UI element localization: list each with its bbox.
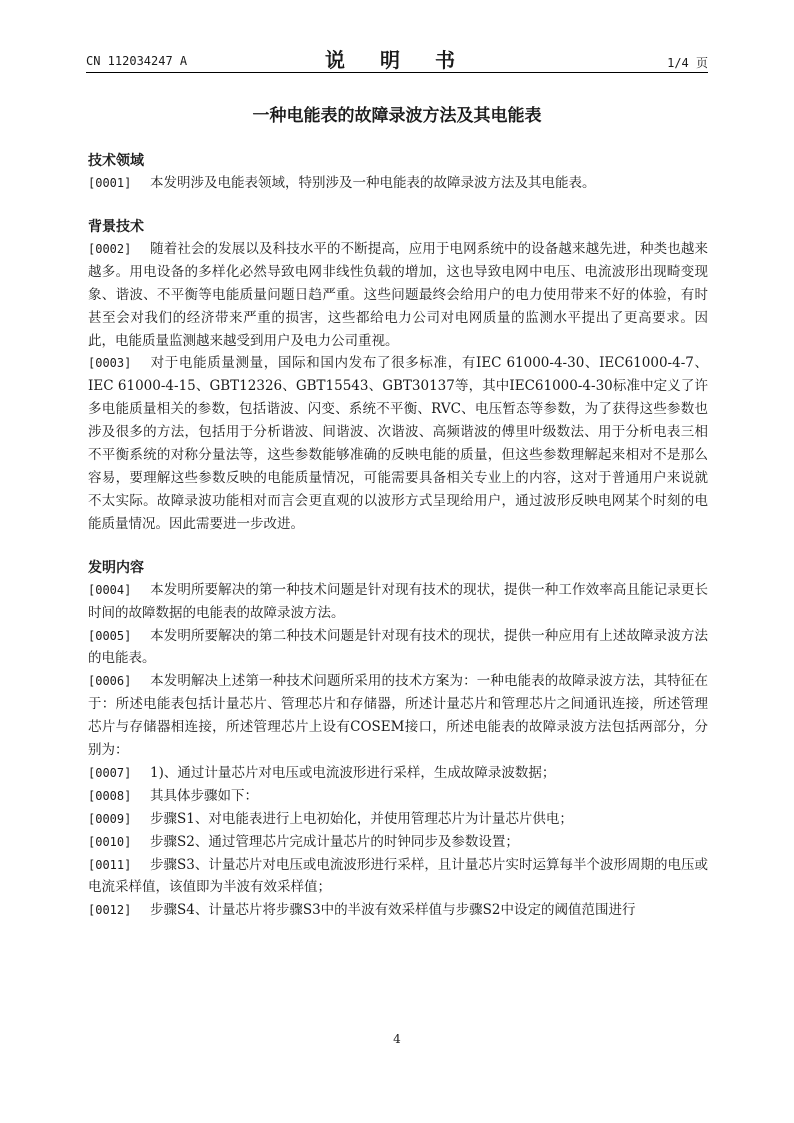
header-rule <box>86 72 708 73</box>
paragraph <box>88 808 708 831</box>
paragraph-text: 本发明涉及电能表领域，特别涉及一种电能表的故障录波方法及其电能表。 <box>150 175 596 191</box>
paragraph-text: 步骤S1、对电能表进行上电初始化，并使用管理芯片为计量芯片供电； <box>150 810 573 827</box>
paragraph-number: [0006] <box>88 674 132 689</box>
section-heading: 背景技术 <box>88 218 144 235</box>
paragraph-text: 本发明所要解决的第二种技术问题是针对现有技术的现状，提供一种应用有上述故障录波方法的电能表。 <box>88 627 708 667</box>
paragraph-text: 本发明所要解决的第一种技术问题是针对现有技术的现状，提供一种工作效率高且能记录更长时间的故障数据的电能表的故障录波方法。 <box>88 581 708 621</box>
paragraph <box>88 831 708 854</box>
paragraph <box>88 625 708 671</box>
paragraph-number: [0008] <box>88 788 132 803</box>
paragraph-number: [0009] <box>88 811 132 826</box>
section-heading: 技术领域 <box>88 153 144 169</box>
paragraph <box>88 762 708 785</box>
paragraph-text: 其具体步骤如下： <box>150 787 258 804</box>
paragraph-number: [0011] <box>88 857 132 872</box>
paragraph-number: [0007] <box>88 765 132 780</box>
paragraph <box>88 579 708 625</box>
paragraph-text: 步骤S4、计量芯片将步骤S3中的半波有效采样值与步骤S2中设定的阈值范围进行 <box>150 902 636 919</box>
paragraph-number: [0003] <box>88 356 132 371</box>
paragraph-text: 对于电能质量测量，国际和国内发布了很多标准，有IEC 61000-4-30、IEC61000-4-7、IEC 61000-4-15、GBT12326、GBT15543、GBT30137等，其中IEC61000-4-30标准中定义了许多电能质量相关的参数，包括谐波、闪变、系统不平衡、RVC、电压暂态等参数，为了获得这些参数也涉及很多的方法，包括用于分析谐波、间谐波、次谐波、高频谐波的傅里叶级数法、用于分析电表三相不平衡系统的对称分量法等，这些参数能够准确的反映电能的质量，但这些参数理解起来相对不是那么容易，要理解这些参数反映的电能质量情况，可能需要具备相关专业上的内容，这对于普通用户来说就不太实际。故障录波功能相对而言会更直观的以波形方式呈现给用户，通过波形反映电网某个时刻的电能质量情况。因此需要进一步改进。 <box>88 355 708 532</box>
paragraph <box>88 899 708 922</box>
paragraph-text: 步骤S2、通过管理芯片完成计量芯片的时钟同步及参数设置； <box>150 833 519 850</box>
paragraph <box>88 854 708 900</box>
header-doc-number: CN 112034247 A <box>86 54 188 68</box>
paragraph <box>88 670 708 762</box>
paragraph <box>88 352 708 535</box>
page-number: 4 <box>393 1032 401 1046</box>
section-heading: 发明内容 <box>88 559 144 576</box>
paragraph-number: [0002] <box>88 241 132 256</box>
paragraph-text: 步骤S3、计量芯片对电压或电流波形进行采样，且计量芯片实时运算每半个波形周期的电压或电流采样值，该值即为半波有效采样值； <box>88 856 708 896</box>
header-section-label: 说 明 书 <box>325 48 469 72</box>
paragraph-text: 随着社会的发展以及科技水平的不断提高，应用于电网系统中的设备越来越先进，种类也越来越多。用电设备的多样化必然导致电网非线性负载的增加，这也导致电网中电压、电流波形出现畸变现象、谐波、不平衡等电能质量问题日趋严重。这些问题最终会给用户的电力使用带来不好的体验，有时甚至会对我们的经济带来严重的损害，这些都给电力公司对电网质量的监测水平提出了更高要求。因此，电能质量监测越来越受到用户及电力公司重视。 <box>88 240 708 349</box>
paragraph-number: [0005] <box>88 628 132 643</box>
header-page-label: 1/4 页 <box>667 56 708 70</box>
paragraph-number: [0001] <box>88 176 132 190</box>
document-body <box>88 150 708 922</box>
paragraph-number: [0010] <box>88 834 132 849</box>
document-title: 一种电能表的故障录波方法及其电能表 <box>252 106 542 126</box>
paragraph <box>88 172 708 195</box>
paragraph-text: 本发明解决上述第一种技术问题所采用的技术方案为：一种电能表的故障录波方法，其特征在于：所述电能表包括计量芯片、管理芯片和存储器，所述计量芯片和管理芯片之间通讯连接，所述管理芯片与存储器相连接，所述管理芯片上设有COSEM接口，所述电能表的故障录波方法包括两部分，分别为： <box>88 673 708 759</box>
paragraph <box>88 785 708 808</box>
paragraph <box>88 238 708 353</box>
paragraph-text: 1)、通过计量芯片对电压或电流波形进行采样，生成故障录波数据； <box>150 764 556 781</box>
paragraph-number: [0012] <box>88 903 132 918</box>
paragraph-number: [0004] <box>88 582 132 597</box>
